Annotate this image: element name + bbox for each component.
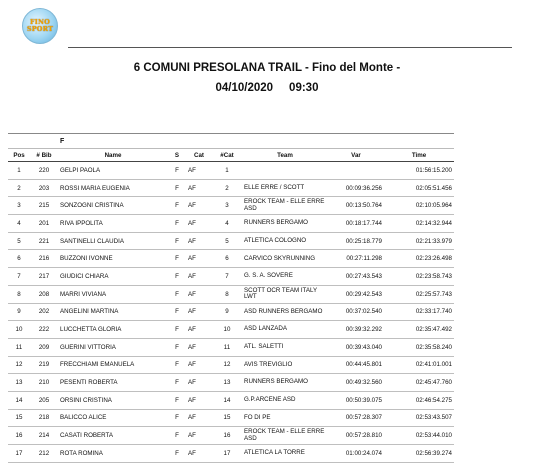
cell-name: MARRI VIVIANA <box>58 285 168 303</box>
cell-sex: F <box>168 303 186 321</box>
cell-catpos: 10 <box>212 321 242 339</box>
cell-bib: 221 <box>30 232 58 250</box>
cell-sex: F <box>168 445 186 463</box>
column-header-cat: Cat <box>186 149 212 162</box>
cell-catpos: 14 <box>212 391 242 409</box>
cell-bib: 208 <box>30 285 58 303</box>
cell-var: 00:27:43.543 <box>328 268 384 286</box>
table-row <box>8 427 454 445</box>
cell-var: 00:25:18.779 <box>328 232 384 250</box>
table-row <box>8 250 454 268</box>
race-title: 6 COMUNI PRESOLANA TRAIL - Fino del Monte - <box>133 62 401 74</box>
cell-catpos: 8 <box>212 285 242 303</box>
cell-sex: F <box>168 179 186 197</box>
cell-bib: 203 <box>30 179 58 197</box>
cell-name: GIUDICI CHIARA <box>58 268 168 286</box>
cell-var: 00:39:32.292 <box>328 321 384 339</box>
cell-sex: F <box>168 162 186 180</box>
cell-sex: F <box>168 391 186 409</box>
cell-bib: 218 <box>30 409 58 427</box>
cell-catpos: 5 <box>212 232 242 250</box>
cell-catpos: 4 <box>212 215 242 233</box>
cell-time: 02:35:58.240 <box>384 338 454 356</box>
cell-bib: 216 <box>30 250 58 268</box>
cell-catpos: 13 <box>212 374 242 392</box>
cell-name: ANGELINI MARTINA <box>58 303 168 321</box>
column-header-bib: # Bib <box>30 149 58 162</box>
cell-cat: AF <box>186 391 212 409</box>
cell-catpos: 7 <box>212 268 242 286</box>
table-row <box>8 197 454 215</box>
cell-catpos: 1 <box>212 162 242 180</box>
cell-pos: 1 <box>8 162 30 180</box>
cell-name: ORSINI CRISTINA <box>58 391 168 409</box>
column-header-var: Var <box>328 149 384 162</box>
table-row <box>8 179 454 197</box>
cell-bib: 214 <box>30 427 58 445</box>
cell-time: 02:33:17.740 <box>384 303 454 321</box>
cell-name: PESENTI ROBERTA <box>58 374 168 392</box>
cell-time: 02:21:33.979 <box>384 232 454 250</box>
cell-team: FO DI PE <box>242 409 328 427</box>
cell-var: 00:27:11.298 <box>328 250 384 268</box>
table-row <box>8 303 454 321</box>
table-row <box>8 162 454 180</box>
cell-var: 00:18:17.744 <box>328 215 384 233</box>
cell-var: 00:29:42.543 <box>328 285 384 303</box>
cell-bib: 215 <box>30 197 58 215</box>
cell-cat: AF <box>186 232 212 250</box>
fino-sport-logo <box>22 8 58 44</box>
cell-team: G.P.ARCENE ASD <box>242 391 328 409</box>
cell-time: 02:25:57.743 <box>384 285 454 303</box>
cell-team: ELLE ERRE / SCOTT <box>242 179 328 197</box>
cell-var: 00:39:43.040 <box>328 338 384 356</box>
cell-pos: 17 <box>8 445 30 463</box>
cell-name: ROTA ROMINA <box>58 445 168 463</box>
cell-pos: 11 <box>8 338 30 356</box>
column-header-pos: Pos <box>8 149 30 162</box>
table-row <box>8 445 454 463</box>
cell-catpos: 9 <box>212 303 242 321</box>
group-label: F <box>58 134 168 149</box>
cell-bib: 217 <box>30 268 58 286</box>
cell-team: ASD LANZADA <box>242 321 328 339</box>
cell-time: 02:53:44.010 <box>384 427 454 445</box>
cell-var: 00:44:45.801 <box>328 356 384 374</box>
cell-sex: F <box>168 321 186 339</box>
cell-sex: F <box>168 232 186 250</box>
race-datetime: 04/10/2020 09:30 <box>215 82 319 94</box>
cell-var <box>328 162 384 180</box>
cell-name: BALICCO ALICE <box>58 409 168 427</box>
cell-var: 00:49:32.560 <box>328 374 384 392</box>
cell-catpos: 3 <box>212 197 242 215</box>
table-row <box>8 232 454 250</box>
cell-catpos: 12 <box>212 356 242 374</box>
cell-sex: F <box>168 215 186 233</box>
cell-var: 01:00:24.074 <box>328 445 384 463</box>
cell-time: 02:35:47.492 <box>384 321 454 339</box>
cell-team: EROCK TEAM - ELLE ERRE ASD <box>242 427 328 445</box>
cell-time: 02:45:47.760 <box>384 374 454 392</box>
cell-team: CARVICO SKYRUNNING <box>242 250 328 268</box>
cell-name: SANTINELLI CLAUDIA <box>58 232 168 250</box>
cell-bib: 205 <box>30 391 58 409</box>
cell-team: RUNNERS BERGAMO <box>242 215 328 233</box>
cell-pos: 10 <box>8 321 30 339</box>
cell-sex: F <box>168 409 186 427</box>
table-row <box>8 268 454 286</box>
cell-name: ROSSI MARIA EUGENIA <box>58 179 168 197</box>
cell-var: 00:37:02.540 <box>328 303 384 321</box>
cell-sex: F <box>168 285 186 303</box>
cell-pos: 16 <box>8 427 30 445</box>
table-row <box>8 215 454 233</box>
cell-pos: 9 <box>8 303 30 321</box>
cell-cat: AF <box>186 197 212 215</box>
cell-cat: AF <box>186 427 212 445</box>
cell-time: 02:46:54.275 <box>384 391 454 409</box>
cell-name: GELPI PAOLA <box>58 162 168 180</box>
table-row <box>8 338 454 356</box>
cell-team: G. S. A. SOVERE <box>242 268 328 286</box>
cell-catpos: 6 <box>212 250 242 268</box>
cell-cat: AF <box>186 374 212 392</box>
cell-time: 02:10:05.964 <box>384 197 454 215</box>
cell-name: FRECCHIAMI EMANUELA <box>58 356 168 374</box>
cell-catpos: 17 <box>212 445 242 463</box>
cell-sex: F <box>168 268 186 286</box>
cell-time: 02:56:39.274 <box>384 445 454 463</box>
cell-cat: AF <box>186 179 212 197</box>
cell-bib: 212 <box>30 445 58 463</box>
cell-catpos: 15 <box>212 409 242 427</box>
cell-time: 02:53:43.507 <box>384 409 454 427</box>
table-row <box>8 285 454 303</box>
cell-team: RUNNERS BERGAMO <box>242 374 328 392</box>
cell-pos: 5 <box>8 232 30 250</box>
cell-bib: 209 <box>30 338 58 356</box>
logo-text-line2: SPORT <box>26 25 54 33</box>
cell-team <box>242 162 328 180</box>
cell-cat: AF <box>186 338 212 356</box>
column-header-name: Name <box>58 149 168 162</box>
cell-pos: 6 <box>8 250 30 268</box>
cell-time: 02:41:01.001 <box>384 356 454 374</box>
cell-cat: AF <box>186 321 212 339</box>
cell-pos: 4 <box>8 215 30 233</box>
table-row <box>8 374 454 392</box>
cell-cat: AF <box>186 162 212 180</box>
cell-pos: 12 <box>8 356 30 374</box>
cell-time: 02:05:51.456 <box>384 179 454 197</box>
cell-catpos: 2 <box>212 179 242 197</box>
cell-name: SONZOGNI CRISTINA <box>58 197 168 215</box>
results-table <box>8 133 454 463</box>
cell-team: AVIS TREVIGLIO <box>242 356 328 374</box>
cell-cat: AF <box>186 250 212 268</box>
header-divider <box>68 47 512 48</box>
column-header-sex: S <box>168 149 186 162</box>
cell-pos: 15 <box>8 409 30 427</box>
cell-var: 00:09:36.256 <box>328 179 384 197</box>
table-row <box>8 409 454 427</box>
column-header-time: Time <box>384 149 454 162</box>
cell-var: 00:57:28.810 <box>328 427 384 445</box>
cell-cat: AF <box>186 303 212 321</box>
column-header-catpos: #Cat <box>212 149 242 162</box>
cell-team: ASD RUNNERS BERGAMO <box>242 303 328 321</box>
cell-sex: F <box>168 356 186 374</box>
table-row <box>8 356 454 374</box>
cell-team: ATLETICA LA TORRE <box>242 445 328 463</box>
cell-sex: F <box>168 374 186 392</box>
cell-pos: 2 <box>8 179 30 197</box>
cell-name: CASATI ROBERTA <box>58 427 168 445</box>
cell-cat: AF <box>186 356 212 374</box>
cell-time: 02:23:58.743 <box>384 268 454 286</box>
cell-catpos: 11 <box>212 338 242 356</box>
cell-bib: 202 <box>30 303 58 321</box>
table-row <box>8 391 454 409</box>
cell-pos: 8 <box>8 285 30 303</box>
cell-time: 02:14:32.944 <box>384 215 454 233</box>
cell-pos: 7 <box>8 268 30 286</box>
cell-cat: AF <box>186 285 212 303</box>
cell-cat: AF <box>186 215 212 233</box>
cell-var: 00:50:39.075 <box>328 391 384 409</box>
cell-sex: F <box>168 250 186 268</box>
column-header-team: Team <box>242 149 328 162</box>
logo-text-line1: FINO <box>29 18 51 26</box>
cell-bib: 210 <box>30 374 58 392</box>
group-header-row <box>8 134 454 149</box>
cell-catpos: 16 <box>212 427 242 445</box>
cell-var: 00:57:28.307 <box>328 409 384 427</box>
cell-bib: 219 <box>30 356 58 374</box>
cell-team: SCOTT OCR TEAM ITALY LWT <box>242 285 328 303</box>
cell-var: 00:13:50.764 <box>328 197 384 215</box>
cell-name: BUZZONI IVONNE <box>58 250 168 268</box>
cell-pos: 14 <box>8 391 30 409</box>
column-header-row <box>8 149 454 162</box>
table-row <box>8 321 454 339</box>
cell-name: GUERINI VITTORIA <box>58 338 168 356</box>
cell-team: ATL. SALETTI <box>242 338 328 356</box>
cell-cat: AF <box>186 268 212 286</box>
cell-sex: F <box>168 427 186 445</box>
cell-sex: F <box>168 197 186 215</box>
cell-team: EROCK TEAM - ELLE ERRE ASD <box>242 197 328 215</box>
cell-time: 01:56:15.200 <box>384 162 454 180</box>
cell-time: 02:23:26.498 <box>384 250 454 268</box>
cell-team: ATLETICA COLOGNO <box>242 232 328 250</box>
cell-name: RIVA IPPOLITA <box>58 215 168 233</box>
cell-bib: 220 <box>30 162 58 180</box>
cell-sex: F <box>168 338 186 356</box>
cell-pos: 3 <box>8 197 30 215</box>
cell-pos: 13 <box>8 374 30 392</box>
cell-cat: AF <box>186 409 212 427</box>
cell-cat: AF <box>186 445 212 463</box>
cell-name: LUCCHETTA GLORIA <box>58 321 168 339</box>
cell-bib: 222 <box>30 321 58 339</box>
cell-bib: 201 <box>30 215 58 233</box>
